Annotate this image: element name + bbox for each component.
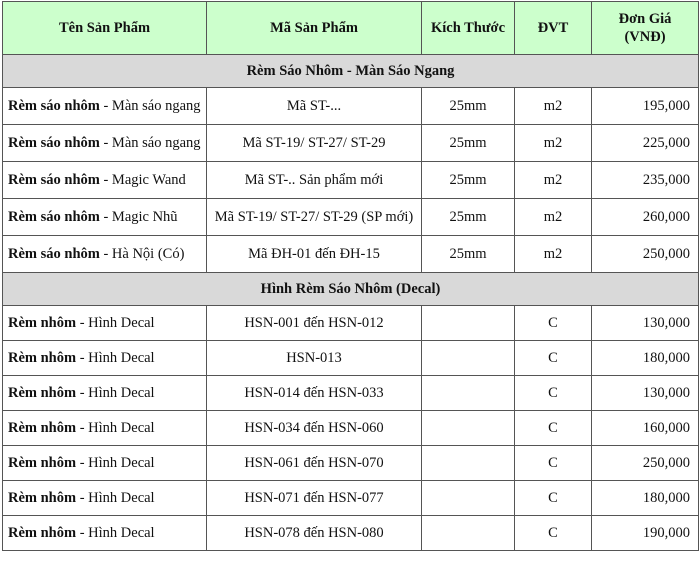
price-cell: 160,000	[592, 411, 699, 446]
price-cell: 180,000	[592, 341, 699, 376]
size-cell: 25mm	[422, 199, 515, 236]
table-row	[3, 199, 699, 236]
price-cell: 195,000	[592, 88, 699, 125]
product-name-cell	[3, 446, 207, 481]
unit-cell: m2	[515, 199, 592, 236]
size-cell: 25mm	[422, 162, 515, 199]
product-name-bold: Rèm nhôm	[8, 490, 77, 506]
product-name-cell	[3, 125, 207, 162]
unit-cell: C	[515, 481, 592, 516]
price-cell: 260,000	[592, 199, 699, 236]
price-cell: 250,000	[592, 446, 699, 481]
table-row	[3, 236, 699, 273]
product-name-cell	[3, 411, 207, 446]
header-unit-price: Đơn Giá (VNĐ)	[592, 2, 699, 55]
section-row	[3, 55, 699, 88]
size-cell: 25mm	[422, 125, 515, 162]
product-name-cell	[3, 199, 207, 236]
table-row	[3, 516, 699, 551]
section-title: Hình Rèm Sáo Nhôm (Decal)	[3, 273, 699, 306]
price-cell: 130,000	[592, 376, 699, 411]
table-row	[3, 446, 699, 481]
table-row	[3, 88, 699, 125]
product-name-bold: Rèm sáo nhôm	[8, 246, 100, 262]
unit-cell: C	[515, 446, 592, 481]
header-size: Kích Thước	[422, 2, 515, 55]
product-name-rest: - Hình Decal	[76, 525, 155, 541]
price-cell: 225,000	[592, 125, 699, 162]
header-row	[3, 2, 699, 55]
unit-cell: m2	[515, 125, 592, 162]
product-code-cell: Mã ĐH-01 đến ĐH-15	[207, 236, 422, 273]
product-code-cell: Mã ST-.. Sản phẩm mới	[207, 162, 422, 199]
product-name-cell	[3, 162, 207, 199]
size-cell	[422, 306, 515, 341]
size-cell	[422, 341, 515, 376]
header-product-code: Mã Sản Phẩm	[207, 2, 422, 55]
product-name-rest: - Hình Decal	[76, 420, 155, 436]
product-name-rest: - Magic Wand	[99, 172, 186, 188]
product-code-cell: HSN-001 đến HSN-012	[207, 306, 422, 341]
unit-cell: C	[515, 306, 592, 341]
product-name-rest: - Màn sáo ngang	[99, 135, 201, 151]
product-name-cell	[3, 341, 207, 376]
product-code-cell: HSN-071 đến HSN-077	[207, 481, 422, 516]
product-code-cell: HSN-078 đến HSN-080	[207, 516, 422, 551]
product-name-rest: - Màn sáo ngang	[99, 98, 201, 114]
header-unit: ĐVT	[515, 2, 592, 55]
size-cell	[422, 376, 515, 411]
product-name-bold: Rèm sáo nhôm	[8, 172, 100, 188]
size-cell	[422, 516, 515, 551]
product-name-bold: Rèm nhôm	[8, 420, 77, 436]
price-cell: 180,000	[592, 481, 699, 516]
table-row	[3, 411, 699, 446]
product-name-cell	[3, 236, 207, 273]
size-cell	[422, 446, 515, 481]
table-row	[3, 341, 699, 376]
product-name-rest: - Magic Nhũ	[99, 209, 178, 225]
product-code-cell: HSN-061 đến HSN-070	[207, 446, 422, 481]
unit-cell: C	[515, 341, 592, 376]
product-name-rest: - Hình Decal	[76, 385, 155, 401]
header-product-name: Tên Sản Phẩm	[3, 2, 207, 55]
price-cell: 130,000	[592, 306, 699, 341]
product-name-cell	[3, 88, 207, 125]
size-cell	[422, 411, 515, 446]
product-name-rest: - Hình Decal	[76, 315, 155, 331]
product-name-bold: Rèm sáo nhôm	[8, 135, 100, 151]
product-code-cell: Mã ST-19/ ST-27/ ST-29 (SP mới)	[207, 199, 422, 236]
product-name-bold: Rèm nhôm	[8, 350, 77, 366]
product-name-bold: Rèm nhôm	[8, 455, 77, 471]
product-name-rest: - Hình Decal	[76, 455, 155, 471]
price-cell: 190,000	[592, 516, 699, 551]
product-code-cell: HSN-014 đến HSN-033	[207, 376, 422, 411]
price-cell: 235,000	[592, 162, 699, 199]
section-title: Rèm Sáo Nhôm - Màn Sáo Ngang	[3, 55, 699, 88]
section-row	[3, 273, 699, 306]
unit-cell: m2	[515, 88, 592, 125]
size-cell: 25mm	[422, 88, 515, 125]
product-name-cell	[3, 306, 207, 341]
price-table	[2, 1, 699, 551]
product-name-cell	[3, 481, 207, 516]
product-code-cell: Mã ST-19/ ST-27/ ST-29	[207, 125, 422, 162]
product-name-rest: - Hình Decal	[76, 350, 155, 366]
unit-cell: C	[515, 516, 592, 551]
unit-cell: C	[515, 411, 592, 446]
unit-cell: C	[515, 376, 592, 411]
product-name-rest: - Hình Decal	[76, 490, 155, 506]
table-row	[3, 162, 699, 199]
table-row	[3, 306, 699, 341]
product-code-cell: HSN-013	[207, 341, 422, 376]
product-code-cell: HSN-034 đến HSN-060	[207, 411, 422, 446]
product-code-cell: Mã ST-...	[207, 88, 422, 125]
product-name-bold: Rèm nhôm	[8, 525, 77, 541]
product-name-bold: Rèm sáo nhôm	[8, 209, 100, 225]
product-name-cell	[3, 376, 207, 411]
product-name-rest: - Hà Nội (Có)	[99, 246, 185, 262]
product-name-bold: Rèm sáo nhôm	[8, 98, 100, 114]
table-row	[3, 125, 699, 162]
table-row	[3, 376, 699, 411]
product-name-bold: Rèm nhôm	[8, 385, 77, 401]
product-name-bold: Rèm nhôm	[8, 315, 77, 331]
size-cell	[422, 481, 515, 516]
size-cell: 25mm	[422, 236, 515, 273]
product-name-cell	[3, 516, 207, 551]
table-row	[3, 481, 699, 516]
price-cell: 250,000	[592, 236, 699, 273]
unit-cell: m2	[515, 236, 592, 273]
unit-cell: m2	[515, 162, 592, 199]
